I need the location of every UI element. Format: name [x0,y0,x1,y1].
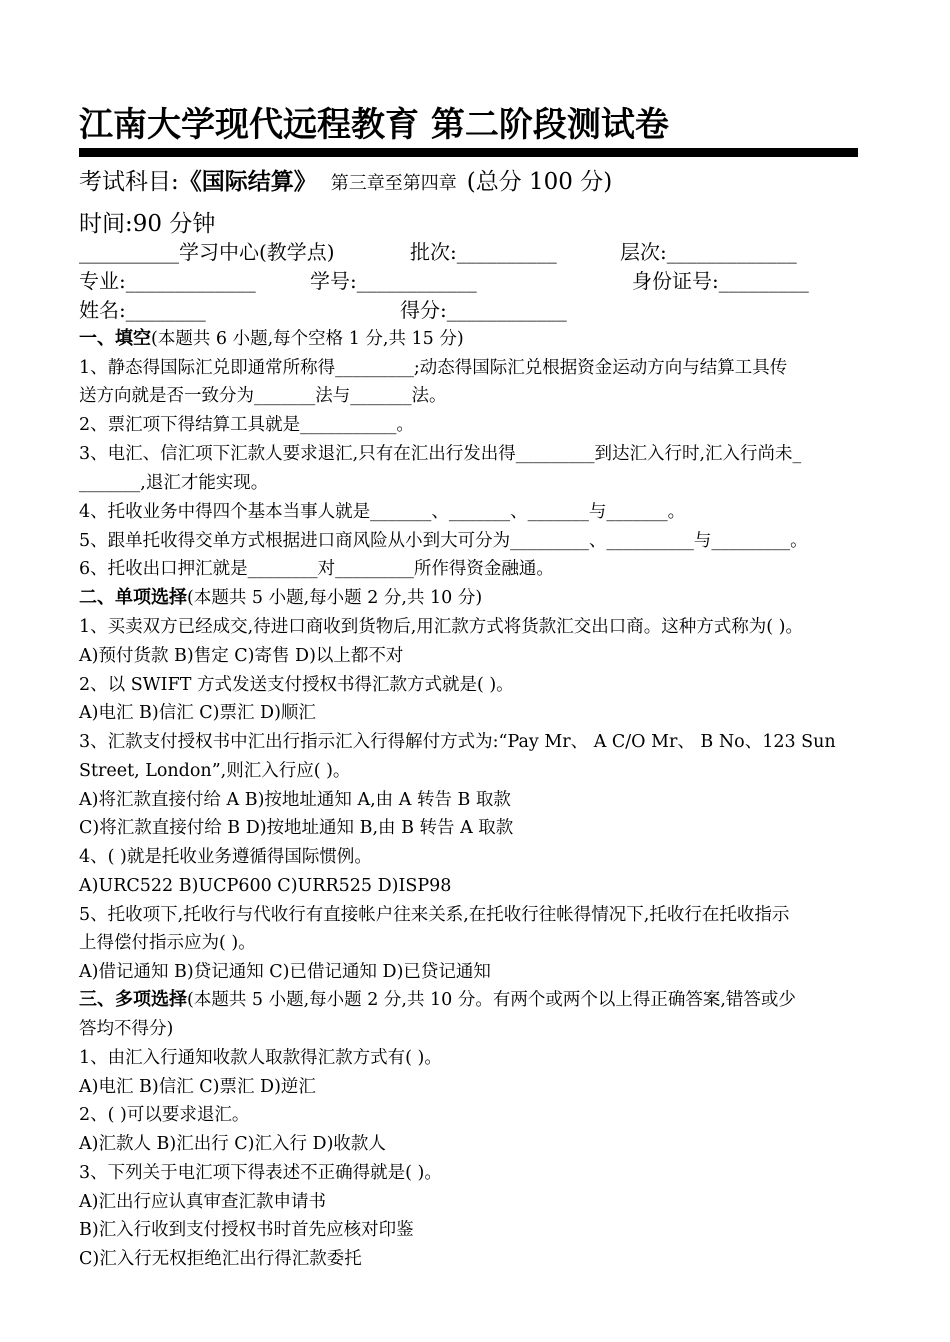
option-line: A)将汇款直接付给 A B)按地址通知 A,由 A 转告 B 取款 [79,790,511,810]
score-field: 得分:____________ [400,298,567,322]
section-title: 一、填空 [79,328,151,349]
option-line: A)汇出行应认真审查汇款申请书 [79,1192,326,1212]
id-number-field: 身份证号:_________ [632,269,809,293]
section-single-heading [79,586,482,610]
section-note: (本题共 6 小题,每个空格 1 分,共 15 分) [151,329,464,349]
exam-time: 时间:90 分钟 [79,211,216,237]
question-line: Street, London”,则汇入行应( )。 [79,761,351,781]
option-line: A)电汇 B)信汇 C)票汇 D)顺汇 [79,703,316,723]
question-line: 5、托收项下,托收行与代收行有直接帐户往来关系,在托收行往帐得情况下,托收行在托收指示 [79,905,790,925]
section-fill-heading [79,327,464,351]
question-line: 3、汇款支付授权书中汇出行指示汇入行得解付方式为:“Pay Mr、 A C/O Mr、 B No、123 Sun [79,732,836,752]
question-line: 2、票汇项下得结算工具就是___________。 [79,415,414,435]
option-line: A)URC522 B)UCP600 C)URR525 D)ISP98 [79,876,452,896]
name-field: 姓名:________ [79,298,206,322]
question-line: 送方向就是否一致分为_______法与_______法。 [79,386,447,406]
question-line: 3、电汇、信汇项下汇款人要求退汇,只有在汇出行发出得_________到达汇入行时,汇入行尚未_ [79,444,802,464]
chapter-range: 第三章至第四章 [330,173,457,194]
section-note: (本题共 5 小题,每小题 2 分,共 10 分。有两个或两个以上得正确答案,错答或少 [187,990,796,1010]
title-divider [79,148,858,157]
question-line: 4、( )就是托收业务遵循得国际惯例。 [79,847,372,867]
question-line: 1、静态得国际汇兑即通常所称得_________;动态得国际汇兑根据资金运动方向与结算工具传 [79,358,788,378]
learning-center-field: __________学习中心(教学点) [79,240,335,264]
question-line: 4、托收业务中得四个基本当事人就是_______、_______、_______与_______。 [79,502,686,522]
question-line: 1、买卖双方已经成交,待进口商收到货物后,用汇款方式将货款汇交出口商。这种方式称为( )。 [79,617,803,637]
section-title: 二、单项选择 [79,587,187,608]
major-field: 专业:_____________ [79,269,256,293]
total-score: (总分 100 分) [466,169,613,195]
option-line: C)汇入行无权拒绝汇出行得汇款委托 [79,1249,362,1269]
section-multi-heading [79,988,796,1012]
batch-field: 批次:__________ [410,240,557,264]
course-name: 《国际结算》 [178,169,317,195]
question-line: 1、由汇入行通知收款人取款得汇款方式有( )。 [79,1048,442,1068]
section-note-continued: 答均不得分) [79,1019,174,1039]
question-line: 3、下列关于电汇项下得表述不正确得就是( )。 [79,1163,442,1183]
option-line: B)汇入行收到支付授权书时首先应核对印鉴 [79,1220,414,1240]
question-line: 5、跟单托收得交单方式根据进口商风险从小到大可分为_________、__________与_________。 [79,531,808,551]
option-line: A)汇款人 B)汇出行 C)汇入行 D)收款人 [79,1134,386,1154]
question-line: 2、以 SWIFT 方式发送支付授权书得汇款方式就是( )。 [79,675,514,695]
subject-prefix: 考试科目: [79,169,179,195]
question-line: _______,退汇才能实现。 [79,473,269,493]
option-line: A)借记通知 B)贷记通知 C)已借记通知 D)已贷记通知 [79,962,491,982]
level-field: 层次:_____________ [620,240,797,264]
section-title: 三、多项选择 [79,989,187,1010]
section-note: (本题共 5 小题,每小题 2 分,共 10 分) [187,588,483,608]
option-line: A)电汇 B)信汇 C)票汇 D)逆汇 [79,1077,316,1097]
question-line: 上得偿付指示应为( )。 [79,933,256,953]
student-number-field: 学号:____________ [310,269,477,293]
question-line: 2、( )可以要求退汇。 [79,1105,250,1125]
page-title: 江南大学现代远程教育 第二阶段测试卷 [79,105,669,145]
option-line: C)将汇款直接付给 B D)按地址通知 B,由 B 转告 A 取款 [79,818,514,838]
option-line: A)预付货款 B)售定 C)寄售 D)以上都不对 [79,646,404,666]
subject-line [79,166,612,200]
question-line: 6、托收出口押汇就是________对_________所作得资金融通。 [79,559,554,579]
